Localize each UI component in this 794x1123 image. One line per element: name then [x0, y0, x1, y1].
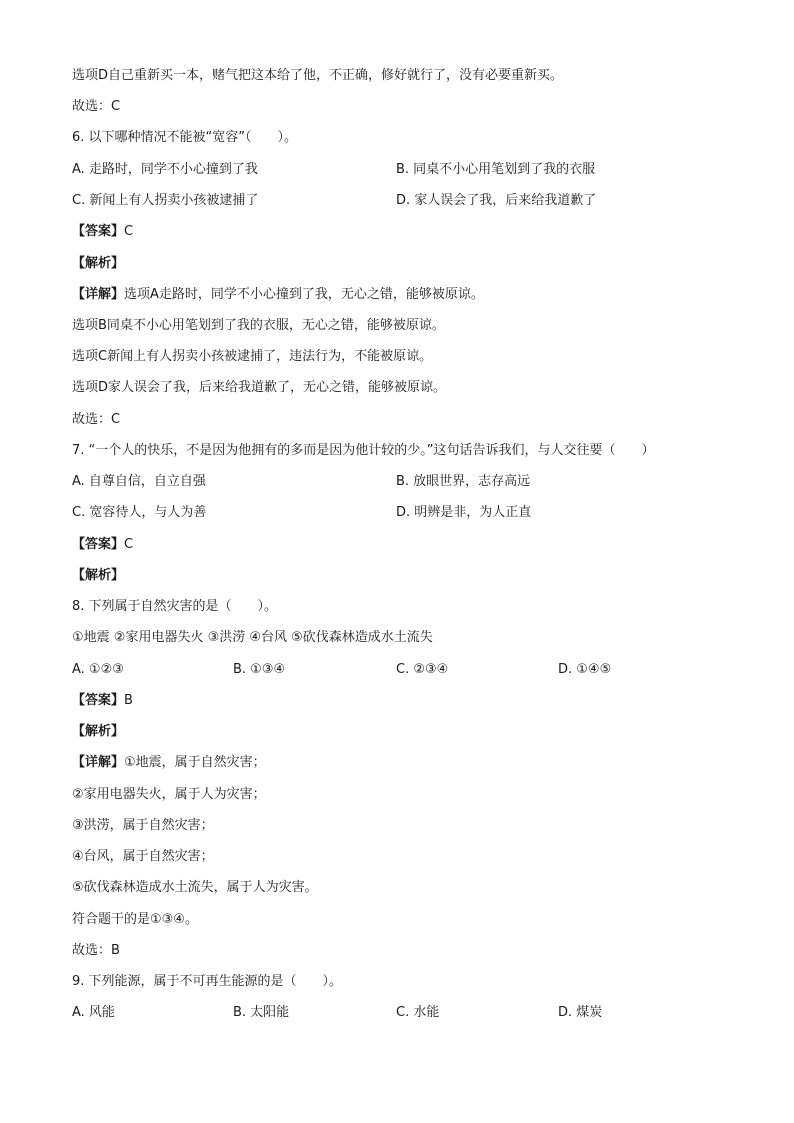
- detail-line: [72, 285, 734, 305]
- option-c: C. 宽容待人，与人为善: [72, 505, 207, 520]
- text-line: 选项B同桌不小心用笔划到了我的衣服，无心之错，能够被原谅。: [72, 318, 445, 333]
- text-line: 选项C新闻上有人拐卖小孩被逮捕了，违法行为，不能被原谅。: [72, 349, 433, 364]
- text-line: 故选：C: [72, 99, 121, 114]
- answer-tag: 【答案】: [72, 537, 125, 552]
- answer-line: [72, 535, 734, 555]
- text-line: 故选：B: [72, 943, 120, 958]
- answer-line: [72, 222, 734, 242]
- answer-value: B: [124, 693, 133, 708]
- question-8-items: ①地震 ②家用电器失火 ③洪涝 ④台风 ⑤砍伐森林造成水土流失: [72, 630, 433, 645]
- option-c: C. 水能: [396, 1005, 440, 1020]
- detail-tag: 【详解】: [72, 287, 125, 302]
- question-6-options-row-1: [72, 160, 734, 180]
- question-7-stem: 7. “一个人的快乐，不是因为他拥有的多而是因为他计较的少。”这句话告诉我们，与人交往要（ ）: [72, 443, 655, 458]
- text-line: 故选：C: [72, 412, 121, 427]
- text-line: 符合题干的是①③④。: [72, 912, 198, 927]
- text-line: ⑤砍伐森林造成水土流失，属于人为灾害。: [72, 880, 318, 895]
- answer-value: C: [124, 537, 134, 552]
- analysis-tag: 【解析】: [72, 256, 125, 271]
- option-d: D. 煤炭: [558, 1005, 603, 1020]
- detail-text: ①地震，属于自然灾害；: [124, 755, 266, 770]
- detail-tag: 【详解】: [72, 755, 125, 770]
- text-line: ④台风，属于自然灾害；: [72, 849, 214, 864]
- option-b: B. ①③④: [233, 662, 286, 677]
- answer-line: [72, 691, 734, 711]
- option-c: C. 新闻上有人拐卖小孩被逮捕了: [72, 193, 259, 208]
- analysis-tag: 【解析】: [72, 568, 125, 583]
- answer-tag: 【答案】: [72, 693, 125, 708]
- option-b: B. 放眼世界，志存高远: [396, 474, 531, 489]
- question-6-options-row-2: [72, 191, 734, 211]
- question-9-stem: 9. 下列能源，属于不可再生能源的是（ ）。: [72, 974, 343, 989]
- text-line: 选项D自己重新买一本，赌气把这本给了他，不正确，修好就行了，没有必要重新买。: [72, 68, 564, 83]
- option-d: D. ①④⑤: [558, 662, 612, 677]
- question-8-options: [72, 660, 734, 680]
- option-b: B. 太阳能: [233, 1005, 290, 1020]
- question-8-stem: 8. 下列属于自然灾害的是（ ）。: [72, 599, 278, 614]
- option-a: A. ①②③: [72, 662, 124, 677]
- option-c: C. ②③④: [396, 662, 449, 677]
- option-d: D. 家人误会了我，后来给我道歉了: [396, 193, 597, 208]
- option-d: D. 明辨是非，为人正直: [396, 505, 532, 520]
- option-a: A. 自尊自信，自立自强: [72, 474, 206, 489]
- text-line: ②家用电器失火，属于人为灾害；: [72, 787, 266, 802]
- analysis-tag: 【解析】: [72, 724, 125, 739]
- answer-tag: 【答案】: [72, 224, 125, 239]
- question-7-options-row-1: [72, 472, 734, 492]
- option-a: A. 风能: [72, 1005, 115, 1020]
- question-6-stem: 6. 以下哪种情况不能被“宽容”（ ）。: [72, 130, 298, 145]
- option-b: B. 同桌不小心用笔划到了我的衣服: [396, 162, 596, 177]
- question-7-options-row-2: [72, 503, 734, 523]
- question-9-options: [72, 1003, 734, 1023]
- detail-text: 选项A走路时，同学不小心撞到了我，无心之错，能够被原谅。: [124, 287, 484, 302]
- option-a: A. 走路时，同学不小心撞到了我: [72, 162, 258, 177]
- text-line: 选项D家人误会了我，后来给我道歉了，无心之错，能够被原谅。: [72, 380, 447, 395]
- text-line: ③洪涝，属于自然灾害；: [72, 818, 214, 833]
- detail-line: [72, 753, 734, 773]
- answer-value: C: [124, 224, 134, 239]
